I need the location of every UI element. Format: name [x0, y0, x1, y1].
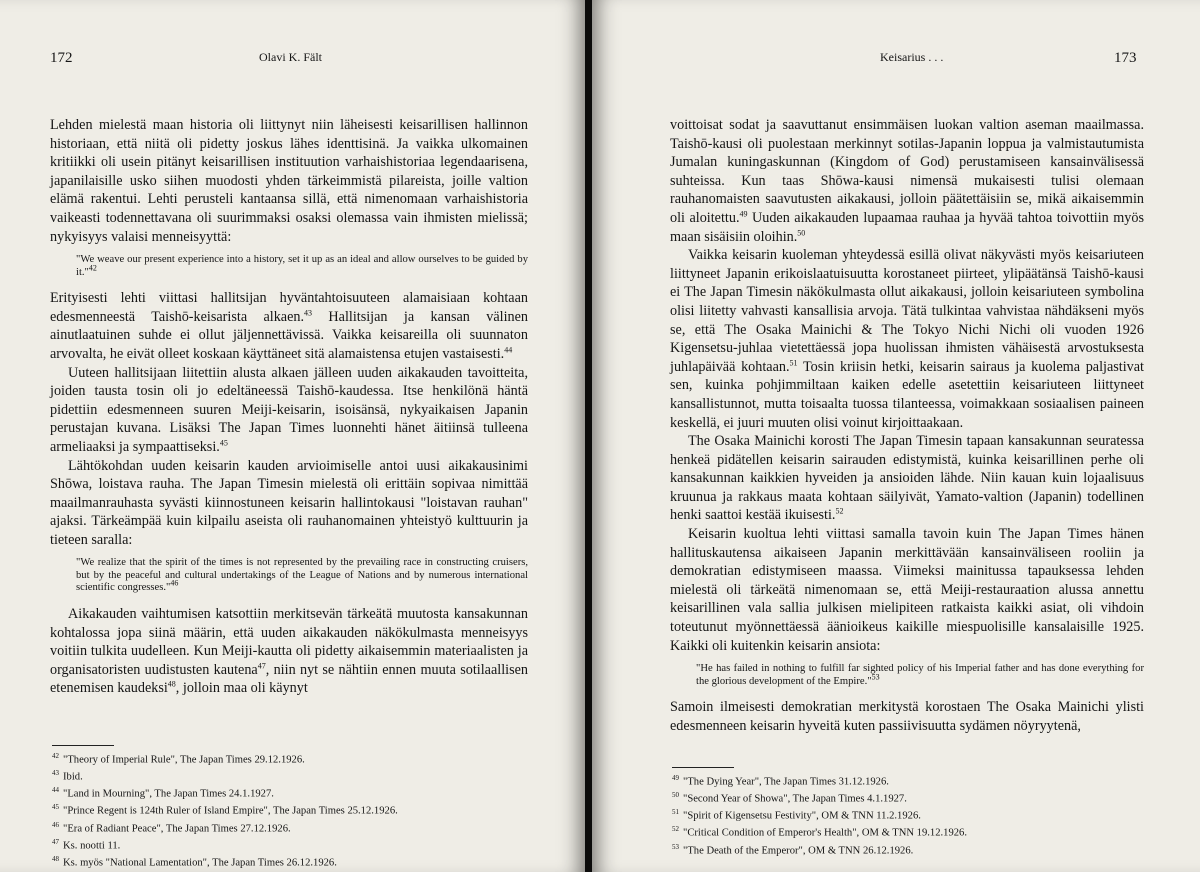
footnotes — [672, 767, 1142, 858]
footnote — [672, 823, 1142, 840]
footnote — [52, 784, 522, 801]
page-number: 173 — [1114, 50, 1137, 66]
footnote — [672, 772, 1142, 789]
footnote-ref: 46 — [170, 578, 179, 588]
footnote-number: 48 — [52, 854, 59, 863]
footnote-number: 42 — [52, 752, 59, 760]
footnote-text: "Theory of Imperial Rule", The Japan Times 29.12.1926. — [63, 754, 305, 766]
paragraph-text: Keisarin kuoltua lehti viittasi samalla tavoin kuin The Japan Times hänen hallituskautensa aikaiseen Japanin merkittävään kansainväliseen rooliin ja demokratian edistymiseen maassa. Viimeksi mainitussa tapauksessa lehden mielestä oli tärkeätä nimenomaan se, että Meiji-restauraation alussa annettu keisarillinen vala sallia julkisen mielipiteen ratkaista kaikki asiat, oli vihdoin toteutunut myönnettäessä äänioikeus kaikille miespuolisille kansalaisille 1925. Kaikki oli kuitenkin keisarin ansiota: — [670, 526, 1144, 654]
footnote-text: "Second Year of Showa", The Japan Times 4.1.1927. — [683, 793, 907, 805]
footnote-text: "Prince Regent is 124th Ruler of Island Empire", The Japan Times 25.12.1926. — [63, 805, 398, 817]
footnote — [52, 836, 522, 853]
footnote-text: "Era of Radiant Peace", The Japan Times 27.12.1926. — [63, 823, 291, 835]
footnote-ref: 48 — [167, 679, 176, 689]
paragraph — [670, 246, 1144, 432]
footnote-text: "Spirit of Kigensetsu Festivity", OM & TNN 11.2.1926. — [683, 810, 921, 822]
block-quote — [76, 557, 528, 595]
footnote-ref: 42 — [88, 263, 97, 273]
footnote — [52, 853, 522, 870]
paragraph-text: Samoin ilmeisesti demokratian merkitystä korostaen The Osaka Mainichi ylisti edesmenneen keisarin hyveitä kuten passiivisuutta sydämen nöyryytenä, — [670, 699, 1144, 734]
quote-text: "He has failed in nothing to fulfill far sighted policy of his Imperial father and has done everything for the glorious development of the Empire." — [696, 663, 1144, 687]
block-quote — [76, 254, 528, 279]
footnote-number: 52 — [672, 825, 679, 834]
running-header: Olavi K. Fält — [259, 50, 322, 64]
footnote-text: "The Dying Year", The Japan Times 31.12.1926. — [683, 776, 889, 788]
footnote-text: Ibid. — [63, 771, 83, 783]
footnote — [52, 750, 522, 767]
paragraph — [670, 698, 1144, 735]
footnote-number: 44 — [52, 786, 59, 795]
paragraph-text: Lähtökohdan uuden keisarin kauden arvioimiselle antoi uusi aikakausinimi Shōwa, loistava rauha. The Japan Timesin mielestä oli erittäin sopivaa nimittää maailmanrauhasta syvästi kiinnostuneen keisarin hallintokausi "loistavan rauhan" ajaksi. Tärkeämpää kuin kilpailu aseista oli rauhanomainen yhteistyö kulttuurin ja tieteen saralla: — [50, 457, 528, 548]
right-page — [592, 0, 1200, 872]
paragraph-text: , niin nyt se nähtiin ennen muuta sotilaallisen etenemisen kaudeksi — [50, 661, 528, 697]
footnote-number: 53 — [672, 842, 679, 851]
paragraph-text: Hallitsijan ja kansan välinen ainutlaatuinen suhde ei ollut jäljennettävissä. Vaikka keisareilla oli suunnaton arvovalta, he eivät olleet koskaan käyttäneet sitä alamaistensa etujen vastaisesti. — [50, 308, 528, 362]
footnote-number: 43 — [52, 769, 59, 778]
paragraph-text: , jolloin maa oli käynyt — [175, 680, 308, 697]
footnote-ref: 44 — [504, 345, 513, 355]
footnote-text: Ks. nootti 11. — [63, 840, 121, 852]
footnote — [52, 819, 522, 836]
footnote-rule — [52, 745, 114, 746]
body-text — [50, 116, 528, 698]
footnote — [672, 806, 1142, 823]
footnote — [672, 789, 1142, 806]
paragraph-text: Lehden mielestä maan historia oli liittynyt niin läheisesti keisarillisen hallinnon historiaan, että niitä oli pidetty joskus lähes identtisinä. Ja vaikka ulkomainen kritiikki oli usein pitänyt keisarillisen instituution varhaishistoriaa legendaarisena, japanilaisille usko siihen muodosti yhden tärkeimmistä pilareista, joille valtion elämä rakentui. Lehti perusteli kantaansa sillä, että nimenomaan varhaishistoria vaikeasti todennettavana oli suurimmaksi osaksi olemassa vain ihmisten mielissä; nykyisyys valaisi menneisyyttä: — [50, 117, 528, 245]
paragraph-text: voittoisat sodat ja saavuttanut ensimmäisen luokan valtion aseman maailmassa. Taishō-kausi oli puolestaan merkinnyt sotilas-Japanin loppua ja valmistautumista Jumalan kuningaskunnan (Kingdom of God) perustamiseen kansainvälisessä suhteissa. Kun taas Shōwa-kausi nimensä mukaisesti tulisi olemaan rauhanomaisten saavutusten aikakausi, jolloin päätettäisiin se, mikä aikaisemmin oli aloitettu. — [670, 117, 1144, 226]
footnote-ref: 43 — [304, 308, 313, 318]
block-quote — [696, 663, 1144, 688]
paragraph-text: Aikakauden vaihtumisen katsottiin merkitsevän tärkeätä muutosta kansakunnan kohtalossa jopa siinä määrin, että uuden aikakauden näkökulmasta menneisyys voitiin tulkita uudelleen. Kun Meiji-kautta oli pidetty aikaisemmin materiaalisten ja organisatoristen uudistusten kautena — [50, 605, 528, 678]
footnote-text: "The Death of the Emperor", OM & TNN 26.12.1926. — [683, 845, 914, 857]
footnote-rule — [672, 767, 734, 768]
paragraph — [50, 605, 528, 698]
footnote-ref: 49 — [739, 209, 748, 219]
paragraph — [670, 116, 1144, 246]
paragraph — [50, 364, 528, 457]
footnote-text: "Critical Condition of Emperor's Health", OM & TNN 19.12.1926. — [683, 827, 968, 839]
footnote — [52, 767, 522, 784]
paragraph — [670, 432, 1144, 525]
paragraph-text: The Osaka Mainichi korosti The Japan Timesin tapaan kansakunnan seuratessa henkeä pidätellen keisarin sairauden edistymistä, kuinka keisarillinen perhe oli kansakunnan kaikkien hyveiden ja ansioiden lähde. Niin kauan kuin lojaalisuus kruunua ja rakkaus maata kohtaan säilyivät, Yamato-valtion (Japanin) todellinen henki saattoi kestää ikuisesti. — [670, 433, 1144, 524]
footnote-ref: 50 — [797, 227, 806, 237]
footnote-text: Ks. myös "National Lamentation", The Japan Times 26.12.1926. — [63, 857, 337, 869]
footnote — [672, 841, 1142, 858]
book-gutter — [585, 0, 592, 872]
paragraph-text: Tosin kriisin hetki, keisarin sairaus ja kuolema paljastivat sen, kuinka pohjimmiltaan kaiken edelle asetettiin keisariuteen liittyneet kansallistunnot, mutta toisaalta tuossa tilanteessa, voimakkaan sosiaalisen paineen keskellä, ei juuri muuten olisi voinut kirjoittaakaan. — [670, 358, 1144, 431]
paragraph — [670, 525, 1144, 655]
footnote-number: 50 — [672, 791, 679, 800]
left-page — [0, 0, 585, 872]
footnotes — [52, 745, 522, 870]
page-number: 172 — [50, 50, 73, 66]
paragraph-text: Vaikka keisarin kuoleman yhteydessä esillä olivat näkyvästi myös keisariuteen liittyneet Japanin erikoislaatuisuutta korostaneet piirteet, ylipäätänsä Taishō-kausi ei The Japan Timesin näkökulmasta ollut aikakausi, jolloin keisariuteen symbolina olisi liitetty vahvasti kansallisia arvoja. Tätä tulkintaa vahvistaa nähdäkseni myös se, että The Osaka Mainichi & The Tokyo Nichi Nichi oli vuoden 1926 Kigensetsu-juhlaa vietettäessä jopa huolissan ihmisten vähäisestä arvostuksesta juhlapäivää kohtaan. — [670, 247, 1144, 375]
footnote — [52, 801, 522, 818]
paragraph — [50, 457, 528, 550]
footnote-number: 51 — [672, 808, 679, 817]
footnote-ref: 51 — [789, 357, 798, 367]
running-header: Keisarius . . . — [880, 50, 944, 64]
quote-text: "We weave our present experience into a history, set it up as an ideal and allow ourselves to be guided by it." — [76, 254, 528, 278]
footnote-ref: 45 — [219, 438, 228, 448]
footnote-number: 47 — [52, 837, 59, 846]
footnote-number: 45 — [52, 803, 59, 812]
quote-text: "We realize that the spirit of the times is not represented by the prevailing race in constructing cruisers, but by the peaceful and cultural undertakings of the League of Nations and by numerous international scientific congresses." — [76, 557, 528, 594]
footnote-number: 46 — [52, 820, 59, 829]
paragraph — [50, 289, 528, 363]
footnote-number: 49 — [672, 774, 679, 782]
footnote-ref: 47 — [257, 661, 266, 671]
footnote-ref: 53 — [871, 672, 880, 682]
body-text — [670, 116, 1144, 735]
footnote-ref: 52 — [835, 506, 844, 516]
paragraph-text: Erityisesti lehti viittasi hallitsijan hyväntahtoisuuteen alamaisiaan kohtaan edesmenneestä Taishō-keisarista alkaen. — [50, 290, 528, 325]
paragraph-text: Uuteen hallitsijaan liitettiin alusta alkaen jälleen uuden aikakauden tavoitteita, joiden tausta tosin oli jo edeltäneessä Taishō-kaudessa. Itse henkilönä häntä pidettiin edesmenneen suuren Meiji-keisarin, isoisänsä, nykyaikaisen Japanin perustajan kuvana. Lisäksi The Japan Times luonnehti hänet äitiinsä tulleena armeliaaksi ja sympaattiseksi. — [50, 364, 528, 455]
footnote-text: "Land in Mourning", The Japan Times 24.1.1927. — [63, 788, 274, 800]
paragraph-text: Uuden aikakauden lupaamaa rauhaa ja hyvää tahtoa toivottiin myös maan sisäisiin oloihin. — [670, 209, 1144, 245]
paragraph — [50, 116, 528, 246]
